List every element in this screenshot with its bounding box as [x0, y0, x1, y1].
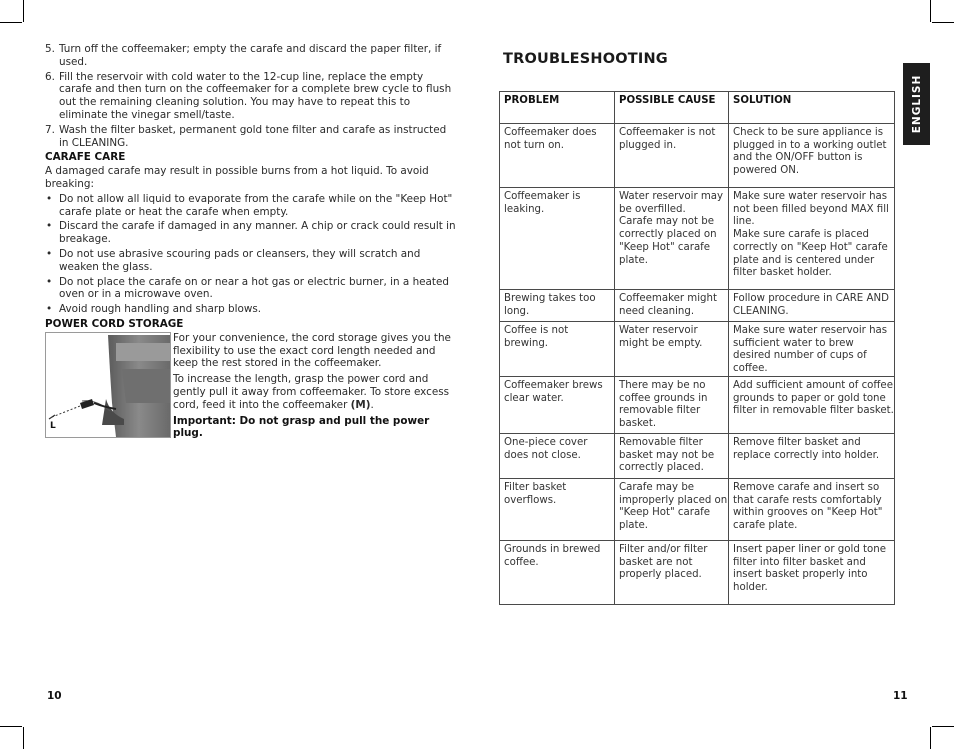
cord-storage-illustration: [45, 332, 171, 438]
solution-cell: Remove filter basket and replace correctly into holder.: [729, 433, 895, 478]
cause-cell: Water reservoir may be overfilled. Carafe may not be correctly placed on "Keep Hot" carafe plate.: [615, 188, 729, 290]
figure-label: L: [50, 420, 56, 431]
problem-cell: Filter basket overflows.: [500, 478, 615, 540]
cause-cell: There may be no coffee grounds in removable filter basket.: [615, 376, 729, 433]
page-number-right: 11: [893, 690, 908, 702]
solution-cell: Make sure water reservoir has not been filled beyond MAX fill line. Make sure carafe is placed correctly on "Keep Hot" carafe plate and is centered under filter basket holder.: [729, 188, 895, 290]
crop-mark: [0, 726, 22, 727]
cause-cell: Filter and/or filter basket are not properly placed.: [615, 540, 729, 604]
table-row: [500, 322, 895, 377]
language-tab: [903, 63, 930, 145]
header-cause: POSSIBLE CAUSE: [615, 92, 729, 124]
solution-cell: Follow procedure in CARE AND CLEANING.: [729, 290, 895, 322]
step-item: 5. Turn off the coffeemaker; empty the carafe and discard the paper filter, if used.: [45, 43, 442, 68]
table-row: [500, 478, 895, 540]
bullet-item: • Do not allow all liquid to evaporate from the carafe while on the "Keep Hot" carafe plate or heat the carafe when empty.: [46, 192, 453, 218]
header-problem: PROBLEM: [500, 92, 615, 124]
table-row: [500, 540, 895, 604]
cord-storage-text: [173, 332, 457, 443]
bullet-item: • Avoid rough handling and sharp blows.: [46, 303, 262, 316]
table-row: [500, 290, 895, 322]
table-row: [500, 124, 895, 188]
crop-mark: [0, 22, 22, 23]
crop-mark: [932, 22, 954, 23]
cord-storage-heading: POWER CORD STORAGE: [45, 317, 184, 330]
crop-mark: [932, 726, 954, 727]
cleaning-steps-list: [45, 43, 457, 149]
table-row: [500, 376, 895, 433]
carafe-care-heading: CARAFE CARE: [45, 151, 126, 164]
crop-mark: [23, 727, 24, 749]
solution-cell: Check to be sure appliance is plugged in to a working outlet and the ON/OFF button is powered ON.: [729, 124, 895, 188]
language-tab-label: ENGLISH: [910, 74, 923, 134]
page-title: TROUBLESHOOTING: [503, 51, 668, 67]
problem-cell: Coffeemaker brews clear water.: [500, 376, 615, 433]
carafe-care-bullets: [45, 193, 457, 316]
bullet-item: • Discard the carafe if damaged in any manner. A chip or crack could result in breakage.: [46, 220, 456, 246]
step-item: 7. Wash the filter basket, permanent gold tone filter and carafe as instructed in CLEANING.: [45, 123, 447, 149]
cause-cell: Coffeemaker might need cleaning.: [615, 290, 729, 322]
step-item: 6. Fill the reservoir with cold water to the 12-cup line, replace the empty carafe and then turn on the coffeemaker for a complete brew cycle to flush out the remaining cleaning solution. You may have to repeat this to eliminate the vinegar smell/taste.: [45, 70, 452, 121]
cause-cell: Water reservoir might be empty.: [615, 322, 729, 377]
important-note: Important: Do not grasp and pull the power plug.: [173, 414, 430, 440]
troubleshooting-table: [499, 91, 895, 605]
cord-storage-section: [45, 332, 457, 444]
crop-mark: [930, 0, 931, 22]
left-page-content: [45, 43, 457, 444]
problem-cell: Coffeemaker does not turn on.: [500, 124, 615, 188]
solution-cell: Remove carafe and insert so that carafe rests comfortably within grooves on "Keep Hot" carafe plate.: [729, 478, 895, 540]
bullet-item: • Do not use abrasive scouring pads or cleansers, they will scratch and weaken the glass.: [46, 247, 421, 273]
cause-cell: Removable filter basket may not be correctly placed.: [615, 433, 729, 478]
header-solution: SOLUTION: [729, 92, 895, 124]
solution-cell: Add sufficient amount of coffee grounds to paper or gold tone filter in removable filter basket.: [729, 376, 895, 433]
problem-cell: Coffee is not brewing.: [500, 322, 615, 377]
page-number-left: 10: [47, 690, 62, 702]
table-row: [500, 188, 895, 290]
cause-cell: Coffeemaker is not plugged in.: [615, 124, 729, 188]
cord-para-2: To increase the length, grasp the power cord and gently pull it away from coffeemaker. To store excess cord, feed it into the coffeemaker (M).: [173, 373, 450, 411]
problem-cell: One-piece cover does not close.: [500, 433, 615, 478]
bullet-item: • Do not place the carafe on or near a hot gas or electric burner, in a heated oven or in a microwave oven.: [46, 275, 449, 301]
solution-cell: Insert paper liner or gold tone filter into filter basket and insert basket properly into holder.: [729, 540, 895, 604]
problem-cell: Coffeemaker is leaking.: [500, 188, 615, 290]
coffeemaker-cord-icon: [46, 333, 170, 437]
crop-mark: [23, 0, 24, 22]
table-row: [500, 433, 895, 478]
solution-cell: Make sure water reservoir has sufficient water to brew desired number of cups of coffee.: [729, 322, 895, 377]
cord-para-1: For your convenience, the cord storage gives you the flexibility to use the exact cord length needed and keep the rest stored in the coffeemaker.: [173, 331, 451, 370]
crop-mark: [930, 727, 931, 749]
carafe-care-intro: A damaged carafe may result in possible burns from a hot liquid. To avoid breaking:: [45, 165, 429, 190]
table-header-row: [500, 92, 895, 124]
problem-cell: Grounds in brewed coffee.: [500, 540, 615, 604]
problem-cell: Brewing takes too long.: [500, 290, 615, 322]
cause-cell: Carafe may be improperly placed on "Keep Hot" carafe plate.: [615, 478, 729, 540]
